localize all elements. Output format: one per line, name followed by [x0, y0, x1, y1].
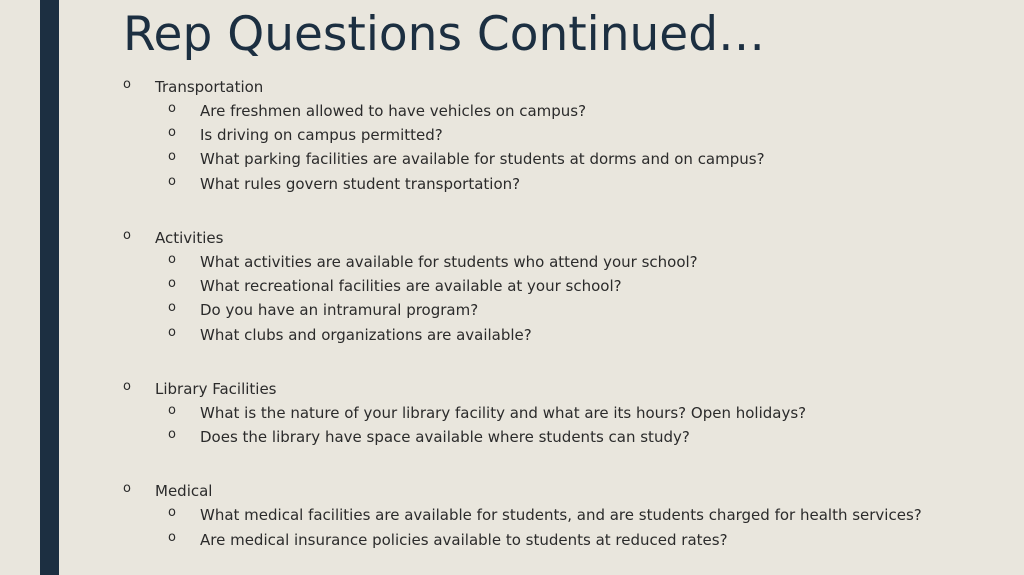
bullet-icon: o	[168, 403, 176, 418]
list-item-text: Is driving on campus permitted?	[200, 126, 443, 144]
bullet-icon: o	[168, 530, 176, 545]
bullet-icon: o	[168, 101, 176, 116]
section-heading-label: Medical	[155, 482, 213, 500]
slide-title: Rep Questions Continued…	[123, 7, 766, 62]
bullet-icon: o	[168, 276, 176, 291]
list-item-text: What rules govern student transportation?	[200, 175, 521, 193]
list-item-text: Are medical insurance policies available to students at reduced rates?	[200, 531, 728, 549]
section-heading-label: Transportation	[155, 78, 264, 96]
list-item-text: What medical facilities are available for students, and are students charged for health services?	[200, 506, 922, 524]
list-item-text: What activities are available for students who attend your school?	[200, 253, 698, 271]
bullet-icon: o	[168, 505, 176, 520]
list-item-text: What is the nature of your library facility and what are its hours? Open holidays?	[200, 404, 807, 422]
list-item-text: What recreational facilities are available at your school?	[200, 277, 622, 295]
list-item-text: Are freshmen allowed to have vehicles on campus?	[200, 102, 587, 120]
bullet-icon: o	[123, 77, 131, 92]
bullet-icon: o	[168, 252, 176, 267]
section-heading-label: Activities	[155, 229, 224, 247]
bullet-icon: o	[168, 325, 176, 340]
list-item-text: What clubs and organizations are available?	[200, 326, 532, 344]
list-item-text: What parking facilities are available for students at dorms and on campus?	[200, 150, 765, 168]
bullet-icon: o	[168, 149, 176, 164]
bullet-icon: o	[168, 427, 176, 442]
bullet-icon: o	[123, 379, 131, 394]
section-heading-label: Library Facilities	[155, 380, 277, 398]
bullet-icon: o	[168, 300, 176, 315]
list-item-text: Do you have an intramural program?	[200, 301, 479, 319]
bullet-icon: o	[168, 125, 176, 140]
bullet-icon: o	[123, 228, 131, 243]
bullet-icon: o	[168, 174, 176, 189]
list-item-text: Does the library have space available where students can study?	[200, 428, 690, 446]
bullet-icon: o	[123, 481, 131, 496]
